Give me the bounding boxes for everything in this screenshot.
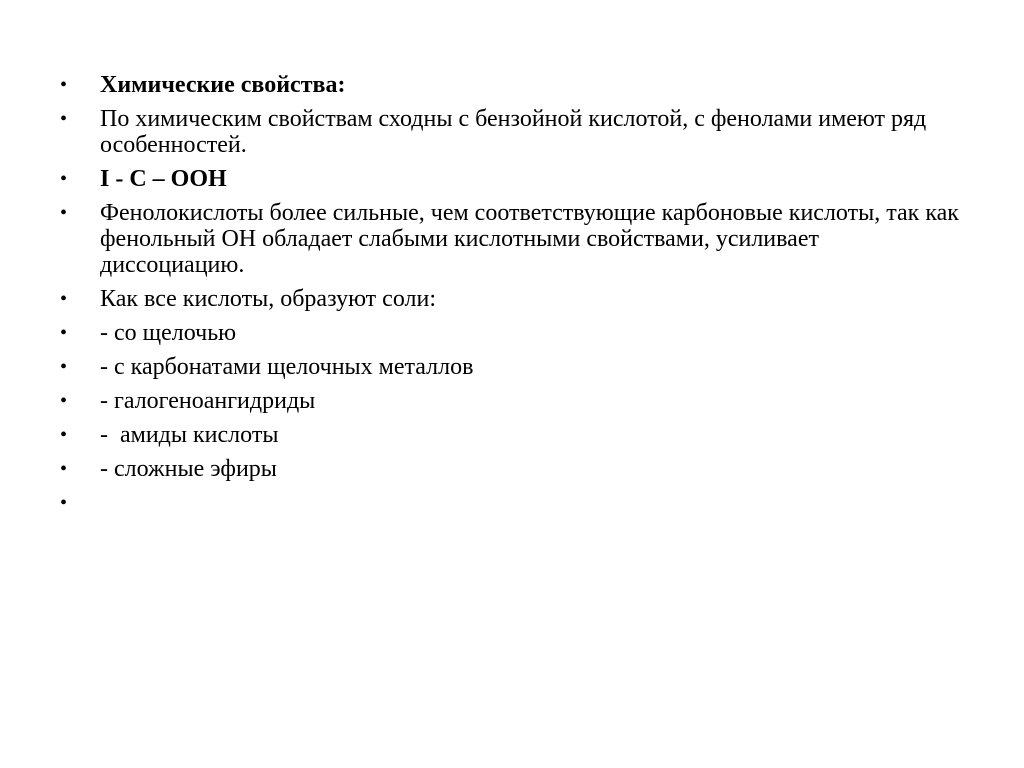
- bullet-icon: •: [60, 356, 68, 378]
- bullet-item: [60, 200, 965, 278]
- bullet-icon: •: [60, 424, 68, 446]
- bullet-text: - с карбонатами щелочных металлов: [100, 354, 474, 380]
- bullet-text: - галогеноангидриды: [100, 388, 316, 414]
- bullet-text: I - C – OOH: [100, 166, 227, 192]
- bullet-item: [60, 286, 960, 312]
- bullet-icon: •: [60, 492, 68, 514]
- bullet-icon: •: [60, 288, 68, 310]
- bullet-icon: •: [60, 108, 68, 130]
- bullet-icon: •: [60, 390, 68, 412]
- bullet-icon: •: [60, 168, 68, 190]
- bullet-text: По химическим свойствам сходны с бензойной кислотой, с фенолами имеют ряд особенностей.: [100, 106, 933, 158]
- bullet-list: [60, 72, 965, 514]
- bullet-icon: •: [60, 322, 68, 344]
- bullet-item: [60, 106, 960, 158]
- bullet-item: [60, 422, 960, 448]
- bullet-text: - сложные эфиры: [100, 456, 277, 482]
- bullet-text: Фенолокислоты более сильные, чем соответствующие карбоновые кислоты, так как фенольный ОН обладает слабыми кислотными свойствами, усиливает диссоциацию.: [100, 200, 965, 278]
- bullet-item: [60, 388, 960, 414]
- bullet-text: - амиды кислоты: [100, 422, 279, 448]
- bullet-icon: •: [60, 74, 68, 96]
- bullet-item: [60, 354, 960, 380]
- bullet-icon: •: [60, 458, 68, 480]
- bullet-text: - со щелочью: [100, 320, 237, 346]
- bullet-item-heading: [60, 72, 960, 98]
- bullet-text: Химические свойства:: [100, 72, 346, 98]
- bullet-text: Как все кислоты, образуют соли:: [100, 286, 436, 312]
- bullet-item: [60, 456, 960, 482]
- bullet-item: [60, 320, 960, 346]
- bullet-item-formula: [60, 166, 960, 192]
- bullet-icon: •: [60, 202, 68, 224]
